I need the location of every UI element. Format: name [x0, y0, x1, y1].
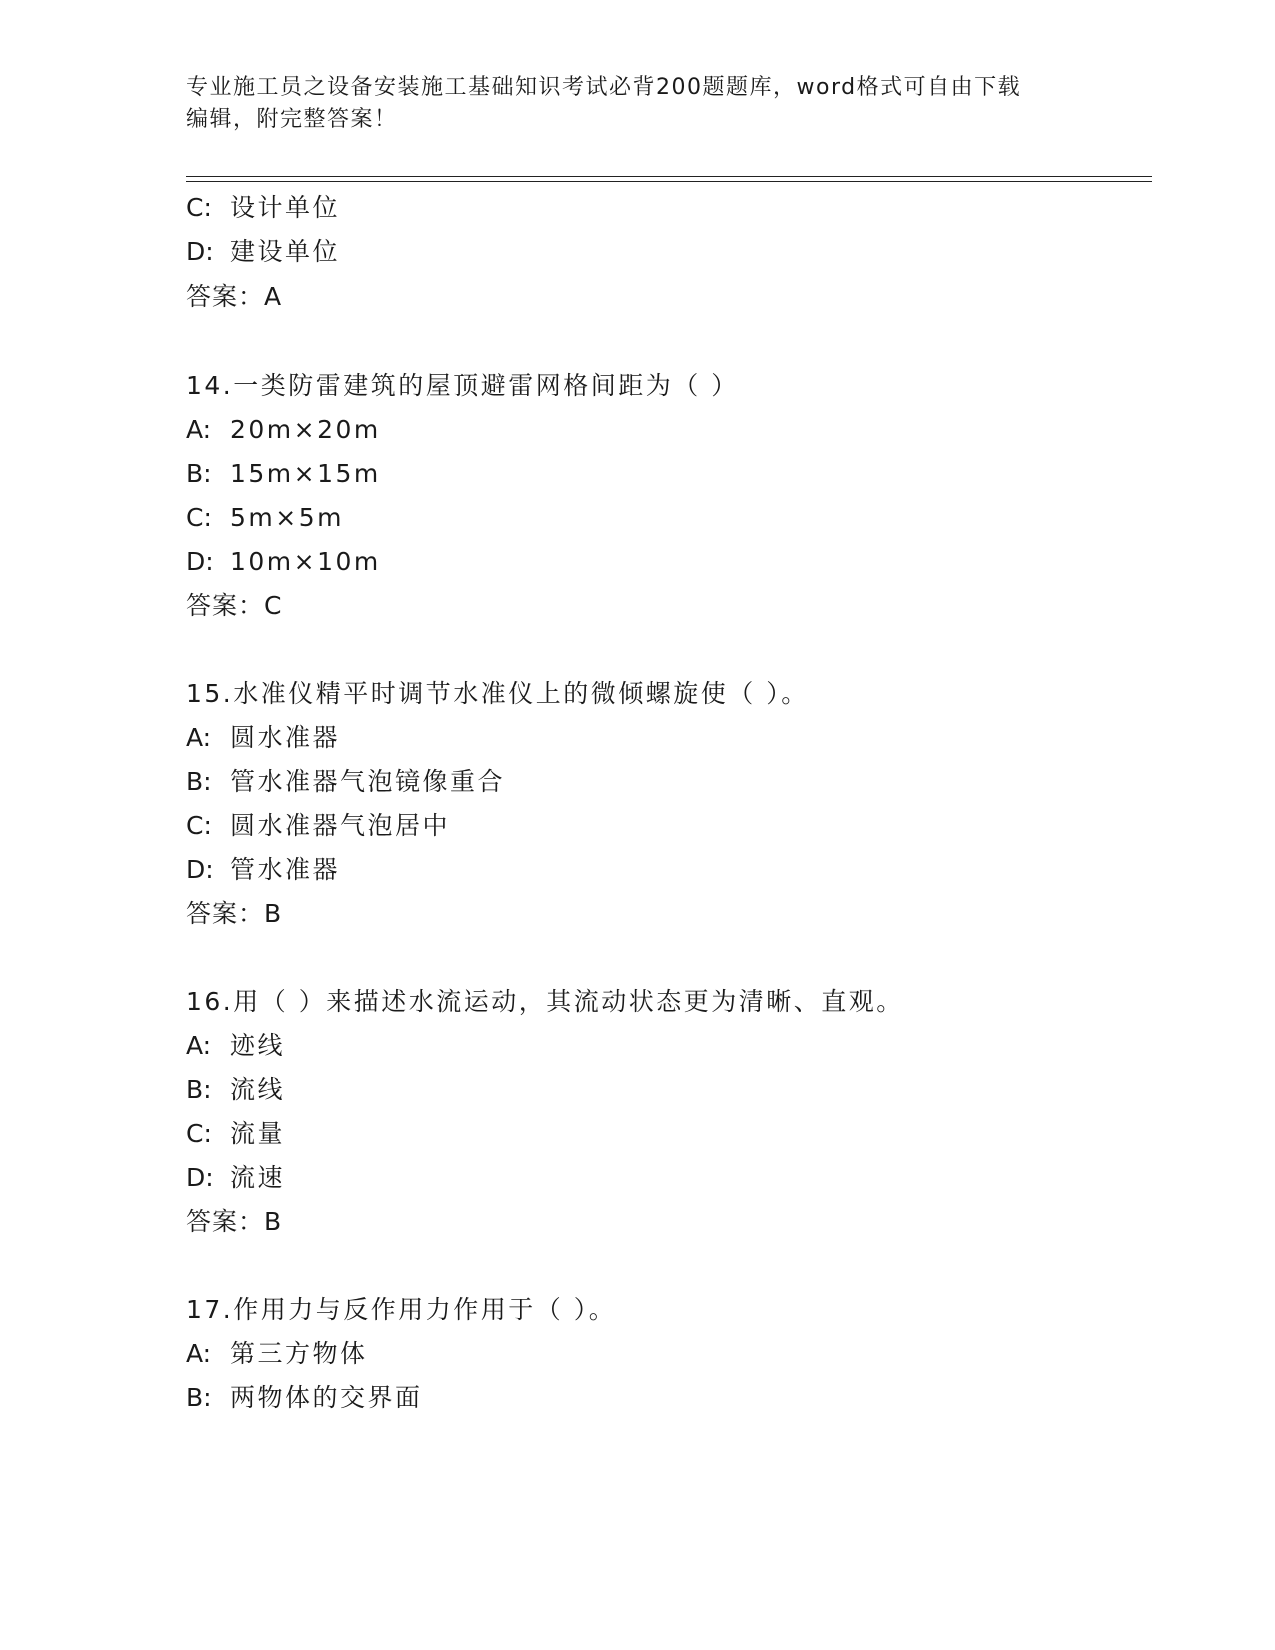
option-key: C: — [186, 503, 212, 532]
answer-line — [186, 1205, 282, 1239]
option-text: 两物体的交界面 — [230, 1383, 423, 1412]
option-key: C: — [186, 811, 212, 840]
option-key: D: — [186, 855, 214, 884]
document-header — [186, 72, 1076, 136]
option-text: 建设单位 — [230, 237, 341, 266]
option-key: B: — [186, 767, 212, 796]
answer-line — [186, 897, 282, 931]
option-line — [186, 235, 340, 269]
header-title-line-2: 编辑，附完整答案！ — [186, 107, 398, 132]
option-text: 圆水准器 — [230, 723, 341, 752]
option-line — [186, 1161, 285, 1195]
option-line — [186, 809, 450, 843]
answer-value: C — [264, 591, 283, 620]
option-line — [186, 765, 505, 799]
question-stem: 17.作用力与反作用力作用于（ ）。 — [186, 1295, 617, 1324]
option-line — [186, 853, 340, 887]
answer-label: 答案： — [186, 591, 265, 620]
option-text: 5m×5m — [230, 503, 344, 532]
option-key: A: — [186, 1339, 212, 1368]
option-line — [186, 545, 381, 579]
option-text: 迹线 — [230, 1031, 286, 1060]
question-stem: 16.用（ ）来描述水流运动，其流动状态更为清晰、直观。 — [186, 987, 904, 1016]
option-key: D: — [186, 237, 214, 266]
question-stem: 15.水准仪精平时调节水准仪上的微倾螺旋使（ ）。 — [186, 679, 809, 708]
header-title-line-1: 专业施工员之设备安装施工基础知识考试必背200题题库，word格式可自由下载 — [186, 75, 1022, 100]
option-text: 20m×20m — [230, 415, 381, 444]
option-text: 设计单位 — [230, 193, 341, 222]
option-key: B: — [186, 1075, 212, 1104]
option-key: A: — [186, 1031, 212, 1060]
option-key: D: — [186, 1163, 214, 1192]
option-text: 流量 — [230, 1119, 286, 1148]
option-key: C: — [186, 193, 212, 222]
option-text: 第三方物体 — [230, 1339, 368, 1368]
answer-value: B — [264, 1207, 283, 1236]
option-line — [186, 721, 340, 755]
answer-label: 答案： — [186, 1207, 265, 1236]
option-key: C: — [186, 1119, 212, 1148]
answer-label: 答案： — [186, 282, 265, 311]
option-key: B: — [186, 1383, 212, 1412]
option-text: 流线 — [230, 1075, 286, 1104]
header-divider-top — [186, 176, 1152, 177]
option-text: 15m×15m — [230, 459, 381, 488]
option-text: 管水准器 — [230, 855, 341, 884]
header-divider-bottom — [186, 181, 1152, 182]
option-text: 10m×10m — [230, 547, 381, 576]
option-line — [186, 457, 381, 491]
option-key: B: — [186, 459, 212, 488]
option-line — [186, 1073, 285, 1107]
option-text: 流速 — [230, 1163, 286, 1192]
answer-line — [186, 589, 282, 623]
answer-value: A — [264, 282, 283, 311]
option-line — [186, 413, 381, 447]
answer-line — [186, 280, 282, 314]
option-line — [186, 1117, 285, 1151]
option-text: 管水准器气泡镜像重合 — [230, 767, 506, 796]
option-line — [186, 1381, 423, 1415]
option-text: 圆水准器气泡居中 — [230, 811, 451, 840]
answer-label: 答案： — [186, 899, 265, 928]
question-stem: 14.一类防雷建筑的屋顶避雷网格间距为（ ） — [186, 371, 739, 400]
option-key: A: — [186, 723, 212, 752]
option-key: D: — [186, 547, 214, 576]
option-line — [186, 501, 344, 535]
option-line — [186, 1337, 368, 1371]
option-line — [186, 191, 340, 225]
option-line — [186, 1029, 285, 1063]
answer-value: B — [264, 899, 283, 928]
option-key: A: — [186, 415, 212, 444]
